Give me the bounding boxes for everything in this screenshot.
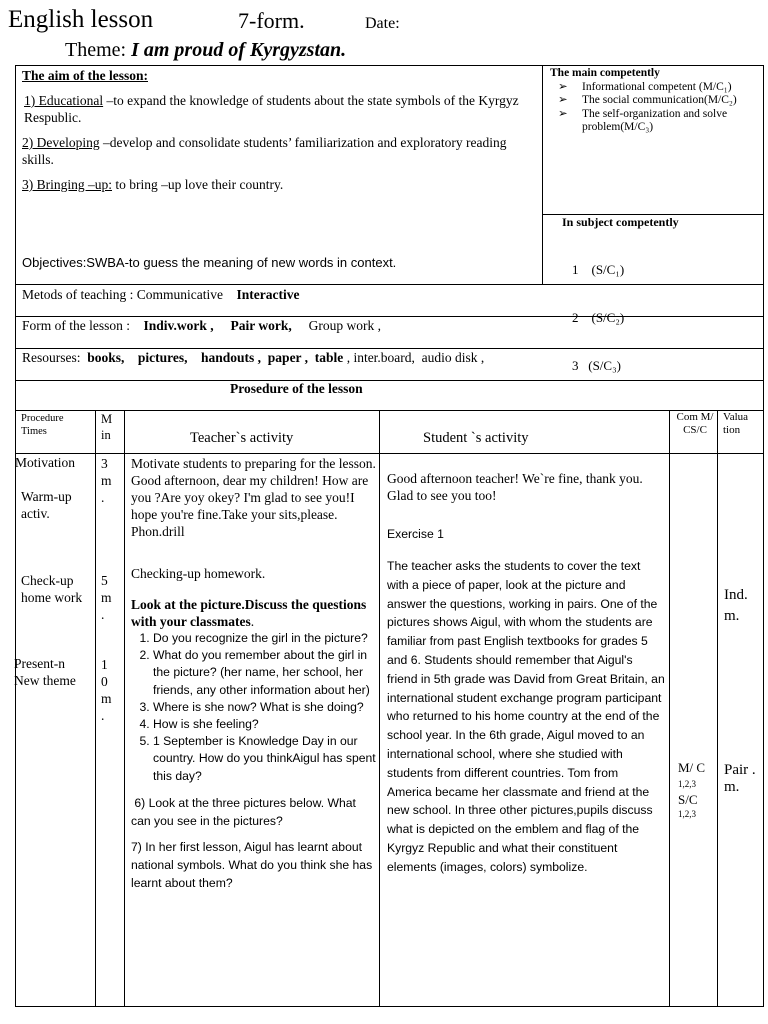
valuation-ind: Ind. m. bbox=[724, 587, 748, 624]
teacher-questions bbox=[131, 630, 376, 785]
student-greeting: Good afternoon teacher! We`re fine, thank you. Glad to see you too! bbox=[387, 471, 643, 503]
question-5: 5. 1 September is Knowledge Day in our country. How do you thinkAigul has spent this day? bbox=[153, 733, 376, 785]
teacher-activity bbox=[131, 455, 376, 892]
stage-warmup: Warm-up activ. bbox=[21, 489, 72, 521]
question-6: 6) Look at the three pictures below. What can you see in the pictures? bbox=[131, 795, 360, 828]
question-4: 4. How is she feeling? bbox=[153, 716, 376, 733]
form-text: Form of the lesson : Indiv.work , Pair work, Group work , bbox=[22, 318, 382, 333]
theme-value: I am proud of Kyrgyzstan. bbox=[131, 39, 347, 61]
aim-bringing-up: 3) Bringing –up: to bring –up love their country. bbox=[22, 177, 284, 192]
minutes-present: 1 0 m . bbox=[101, 657, 112, 723]
procedure-title-row bbox=[15, 380, 764, 411]
main-competently-heading: The main competently bbox=[550, 67, 660, 79]
student-text: The teacher asks the students to cover the text with a piece of paper, look at the picture and answer the questions, working in pairs. One of the pictures shows Aigul, with whom the students are familiar from past English textbooks for grades 5 and 6. Students should remember that Aigul's friend in 5th grade was David from Great Britain, an international student exchange program participant who returned to his home country at the end of the school year. In the 6th grade, Aigul moved to an international school, where she studied with students from different countries. Tom from America became her classmate and friend at the new school. In three other pictures,pupils discuss what is depicted on the emblem and flag of the Kyrgyz Republic and what their constituent elements (images, colors) symbolize. bbox=[387, 559, 665, 874]
objectives: Objectives:SWBA-to guess the meaning of new words in context. bbox=[22, 255, 397, 270]
competent-self-organization: ➢ The self-organization and solve problem(M/C₃) bbox=[558, 107, 728, 133]
aim-developing: 2) Developing –develop and consolidate students’ familiarization and exploratory reading skills. bbox=[22, 135, 507, 167]
resources-text: Resourses: books, pictures, handouts , paper , table , inter.board, audio disk , bbox=[22, 350, 485, 365]
theme-line bbox=[65, 39, 346, 62]
header-com: Com M/ CS/C bbox=[676, 411, 714, 436]
header-valuation: Valua tion bbox=[723, 411, 749, 436]
theme-label: Theme: bbox=[65, 39, 127, 61]
subject-competently-heading: In subject competently bbox=[562, 215, 679, 229]
procedure-title: Prosedure of the lesson bbox=[230, 381, 363, 396]
question-3: 3. Where is she now? What is she doing? bbox=[153, 699, 376, 716]
stage-present: Present-n New theme bbox=[14, 656, 76, 688]
com-mc: M/ C 1,2,3 S/C 1,2,3 bbox=[678, 760, 706, 819]
teacher-phon-drill: Phon.drill bbox=[131, 524, 185, 539]
teacher-checking: Checking-up homework. bbox=[131, 566, 266, 581]
minutes-checkup: 5 m . bbox=[101, 573, 112, 622]
header-teacher-activity: Teacher`s activity bbox=[190, 430, 294, 446]
header-procedure-times: Procedure Times bbox=[21, 413, 64, 437]
header-min: M in bbox=[101, 412, 113, 442]
subject-competently: In subject competently 1 (S/C₁) 2 (S/C₂) 3 (S/C₃) bbox=[562, 214, 758, 406]
valuation-pair: Pair . m. bbox=[724, 762, 756, 795]
student-activity bbox=[387, 470, 665, 877]
competent-informational: ➢ Informational competent (M/C₁) bbox=[558, 80, 732, 93]
aim-educational: 1) Educational –to expand the knowledge of students about the state symbols of the Kyrgyz Respublic. bbox=[24, 93, 519, 125]
competent-social: ➢ The social communication(M/C₂) bbox=[558, 94, 737, 106]
date-label: Date: bbox=[365, 15, 400, 32]
question-2: 2. What do you remember about the girl in the picture? (her name, her school, her friends, any other information about her) bbox=[153, 647, 376, 699]
lesson-title: English lesson bbox=[8, 6, 154, 33]
teacher-motivate: Motivate students to preparing for the lesson. Good afternoon, dear my children! How are you ?Are yoy okey? I'm glad to see you!I hope you're fine.Take your sits,please. bbox=[131, 456, 376, 522]
aims-heading: The aim of the lesson: bbox=[22, 68, 148, 83]
aims-content bbox=[22, 67, 532, 193]
stage-checkup: Check-up home work bbox=[21, 573, 83, 605]
methods-text: Metods of teaching : Communicative Interactive bbox=[22, 287, 300, 302]
student-exercise: Exercise 1 bbox=[387, 527, 444, 541]
minutes-warmup: 3 m . bbox=[101, 456, 112, 505]
question-1: 1. Do you recognize the girl in the picture? bbox=[153, 630, 376, 647]
main-competently bbox=[550, 67, 756, 135]
header-student-activity: Student `s activity bbox=[423, 430, 529, 446]
form-label: 7-form. bbox=[238, 8, 305, 33]
question-7: 7) In her first lesson, Aigul has learnt about national symbols. What do you think she has learnt about them? bbox=[131, 839, 373, 890]
teacher-look-at-picture: Look at the picture.Discuss the questions with your classmates. bbox=[131, 597, 367, 629]
stage-motivation: Motivation bbox=[15, 455, 75, 470]
